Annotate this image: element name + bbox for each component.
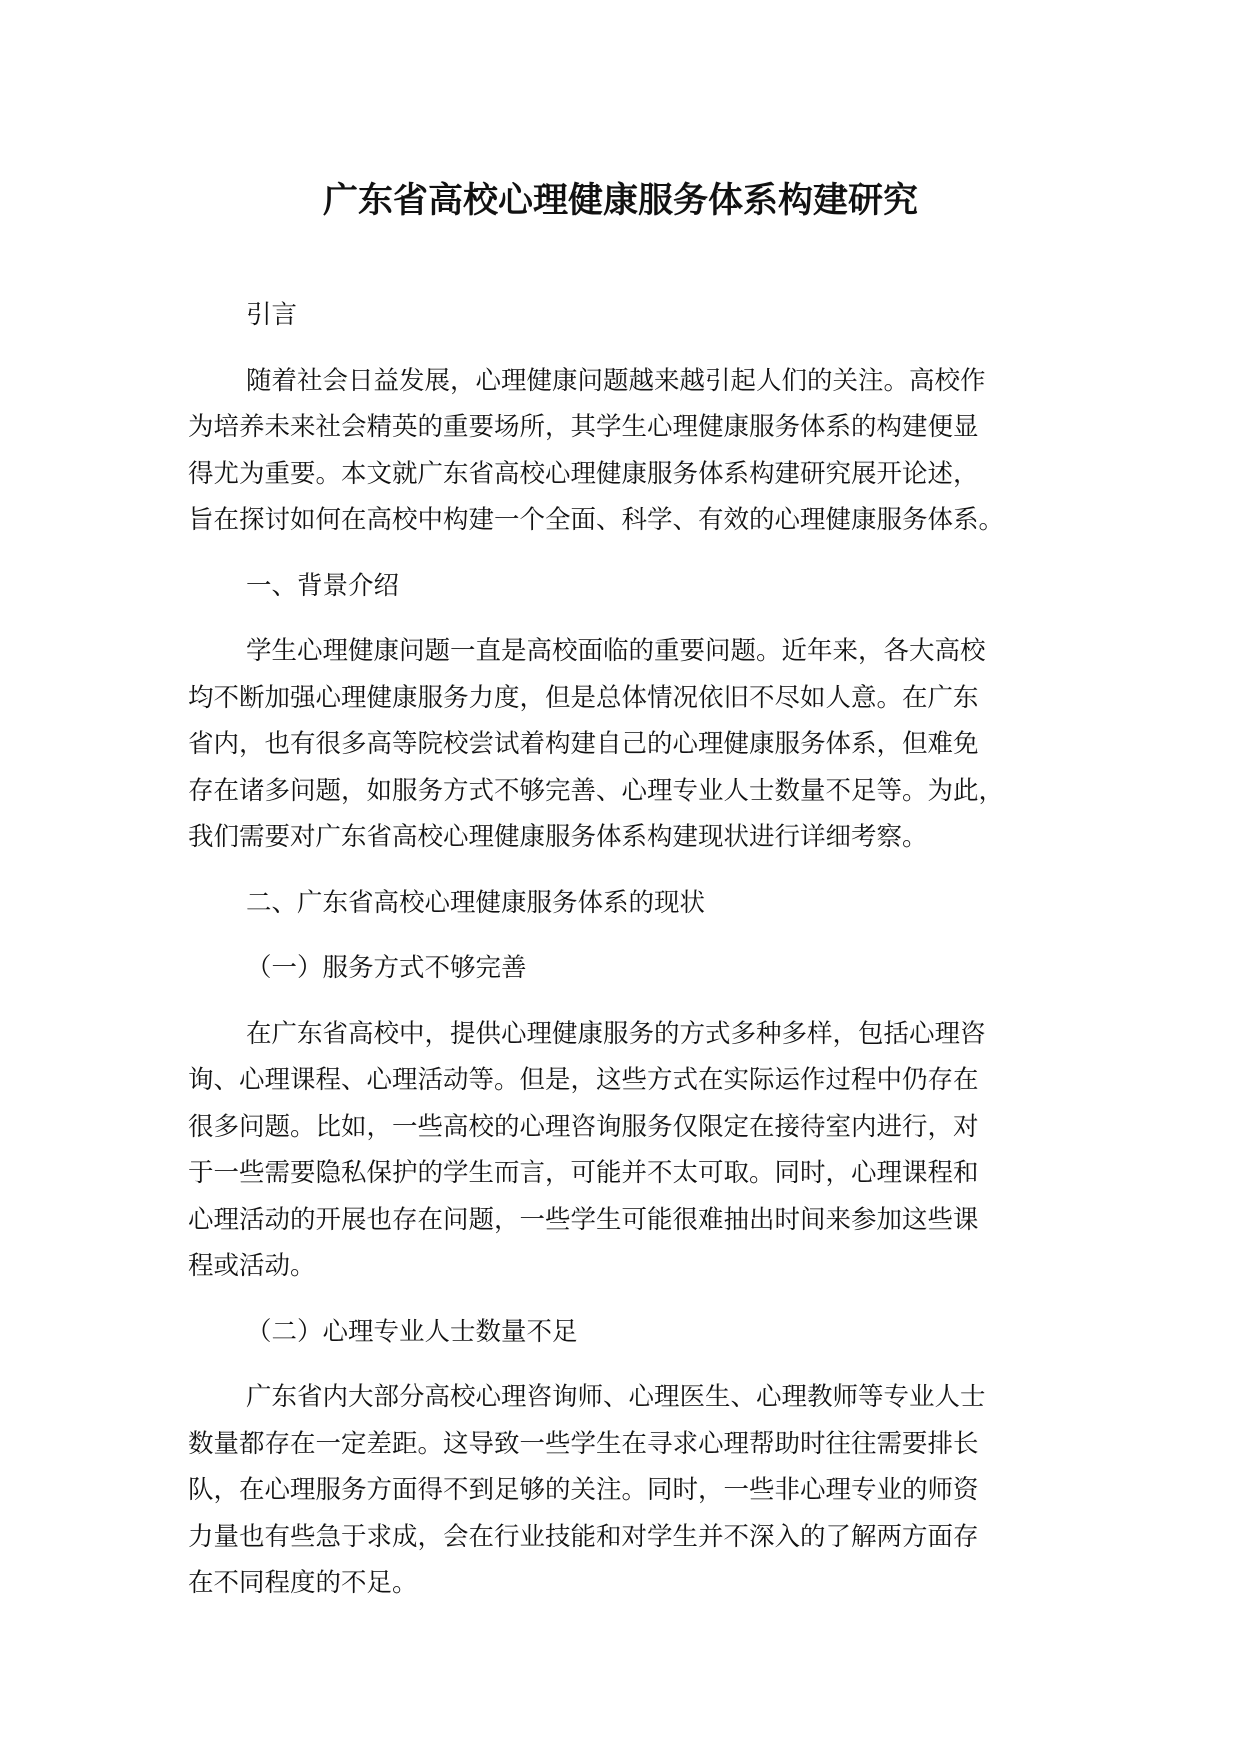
paragraph-line: 我们需要对广东省高校心理健康服务体系构建现状进行详细考察。 <box>188 822 928 852</box>
paragraph-line: 询、心理课程、心理活动等。但是，这些方式在实际运作过程中仍存在 <box>188 1065 979 1095</box>
paragraph-line: 于一些需要隐私保护的学生而言，可能并不太可取。同时，心理课程和 <box>188 1158 979 1188</box>
paragraph-line: 力量也有些急于求成，会在行业技能和对学生并不深入的了解两方面存 <box>188 1521 979 1552</box>
paragraph-line: 学生心理健康问题一直是高校面临的重要问题。近年来，各大高校 <box>246 636 986 666</box>
section-heading: （二）心理专业人士数量不足 <box>246 1316 578 1347</box>
paragraph-line: 在广东省高校中，提供心理健康服务的方式多种多样，包括心理咨 <box>246 1018 986 1049</box>
paragraph <box>188 628 1098 861</box>
section-heading: （一）服务方式不够完善 <box>246 953 527 983</box>
paragraph-line: 在不同程度的不足。 <box>188 1568 418 1598</box>
section-heading: 二、广东省高校心理健康服务体系的现状 <box>246 887 706 918</box>
section-heading: 引言 <box>246 300 298 330</box>
paragraph-line: 随着社会日益发展，心理健康问题越来越引起人们的关注。高校作 <box>246 365 986 396</box>
paragraph-line: 队，在心理服务方面得不到足够的关注。同时，一些非心理专业的师资 <box>188 1475 979 1505</box>
paragraph-line: 为培养未来社会精英的重要场所，其学生心理健康服务体系的构建便显 <box>188 412 979 442</box>
paragraph-line: 程或活动。 <box>188 1251 316 1281</box>
paragraph <box>188 1011 1098 1290</box>
paragraph-line: 数量都存在一定差距。这导致一些学生在寻求心理帮助时往往需要排长 <box>188 1428 979 1459</box>
document-body <box>188 292 1098 1626</box>
paragraph-line: 得尤为重要。本文就广东省高校心理健康服务体系构建研究展开论述， <box>188 458 979 489</box>
paragraph <box>188 358 1098 544</box>
paragraph-line: 心理活动的开展也存在问题，一些学生可能很难抽出时间来参加这些课 <box>188 1204 979 1235</box>
paragraph <box>188 1374 1098 1607</box>
paragraph-line: 旨在探讨如何在高校中构建一个全面、科学、有效的心理健康服务体系。 <box>188 505 1005 535</box>
section-heading: 一、背景介绍 <box>246 570 400 601</box>
paragraph-line: 广东省内大部分高校心理咨询师、心理医生、心理教师等专业人士 <box>246 1382 986 1412</box>
document-title: 广东省高校心理健康服务体系构建研究 <box>322 181 918 221</box>
paragraph-line: 省内，也有很多高等院校尝试着构建自己的心理健康服务体系，但难免 <box>188 729 979 759</box>
paragraph-line: 均不断加强心理健康服务力度，但是总体情况依旧不尽如人意。在广东 <box>188 682 979 713</box>
paragraph-line: 很多问题。比如，一些高校的心理咨询服务仅限定在接待室内进行，对 <box>188 1111 979 1142</box>
paragraph-line: 存在诸多问题，如服务方式不够完善、心理专业人士数量不足等。为此， <box>188 775 1005 806</box>
